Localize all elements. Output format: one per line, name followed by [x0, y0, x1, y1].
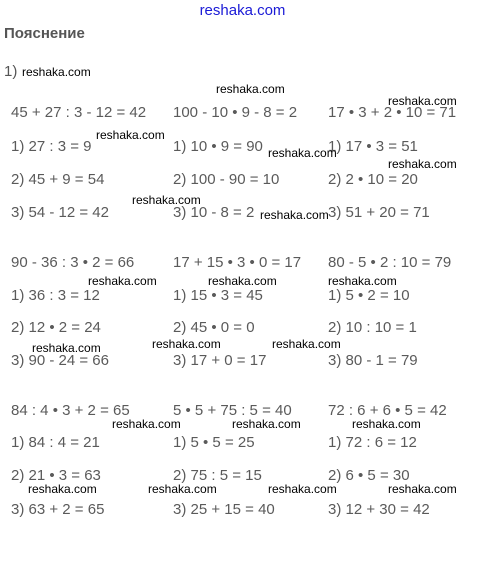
- step: 2) 45 • 0 = 0: [173, 319, 255, 336]
- expression: 17 • 3 + 2 • 10 = 71: [328, 104, 457, 121]
- section-number: 1): [4, 63, 18, 80]
- watermark: reshaka.com: [148, 482, 217, 496]
- step: 2) 12 • 2 = 24: [11, 319, 101, 336]
- site-title: reshaka.com: [199, 2, 286, 19]
- step: 3) 54 - 12 = 42: [11, 204, 109, 221]
- step: 1) 5 • 2 = 10: [328, 287, 410, 304]
- step: 3) 12 + 30 = 42: [328, 501, 430, 518]
- watermark: reshaka.com: [22, 65, 91, 79]
- expression: 100 - 10 • 9 - 8 = 2: [173, 104, 298, 121]
- watermark: reshaka.com: [208, 274, 277, 288]
- step: 2) 75 : 5 = 15: [173, 467, 262, 484]
- watermark: reshaka.com: [268, 146, 337, 160]
- step: 1) 36 : 3 = 12: [11, 287, 100, 304]
- step: 1) 15 • 3 = 45: [173, 287, 263, 304]
- watermark: reshaka.com: [328, 274, 397, 288]
- watermark: reshaka.com: [268, 482, 337, 496]
- step: 3) 51 + 20 = 71: [328, 204, 430, 221]
- expression: 84 : 4 • 3 + 2 = 65: [11, 402, 130, 419]
- watermark: reshaka.com: [132, 193, 201, 207]
- step: 1) 17 • 3 = 51: [328, 138, 418, 155]
- watermark: reshaka.com: [388, 94, 457, 108]
- watermark: reshaka.com: [352, 417, 421, 431]
- watermark: reshaka.com: [28, 482, 97, 496]
- page-heading: Пояснение: [4, 25, 85, 42]
- expression: 45 + 27 : 3 - 12 = 42: [11, 104, 147, 121]
- step: 2) 2 • 10 = 20: [328, 171, 418, 188]
- expression: 17 + 15 • 3 • 0 = 17: [173, 254, 302, 271]
- step: 1) 27 : 3 = 9: [11, 138, 92, 155]
- watermark: reshaka.com: [232, 417, 301, 431]
- watermark: reshaka.com: [152, 337, 221, 351]
- expression: 72 : 6 + 6 • 5 = 42: [328, 402, 447, 419]
- watermark: reshaka.com: [112, 417, 181, 431]
- step: 1) 72 : 6 = 12: [328, 434, 417, 451]
- step: 2) 10 : 10 = 1: [328, 319, 417, 336]
- step: 3) 25 + 15 = 40: [173, 501, 275, 518]
- watermark: reshaka.com: [388, 157, 457, 171]
- expression: 5 • 5 + 75 : 5 = 40: [173, 402, 292, 419]
- watermark: reshaka.com: [88, 274, 157, 288]
- step: 1) 10 • 9 = 90: [173, 138, 263, 155]
- expression: 80 - 5 • 2 : 10 = 79: [328, 254, 452, 271]
- step: 2) 6 • 5 = 30: [328, 467, 410, 484]
- step: 1) 84 : 4 = 21: [11, 434, 100, 451]
- watermark: reshaka.com: [32, 341, 101, 355]
- watermark: reshaka.com: [272, 337, 341, 351]
- step: 1) 5 • 5 = 25: [173, 434, 255, 451]
- watermark: reshaka.com: [388, 482, 457, 496]
- step: 2) 100 - 90 = 10: [173, 171, 280, 188]
- watermark: reshaka.com: [216, 82, 285, 96]
- step: 2) 21 • 3 = 63: [11, 467, 101, 484]
- step: 3) 17 + 0 = 17: [173, 352, 267, 369]
- step: 3) 90 - 24 = 66: [11, 352, 109, 369]
- watermark: reshaka.com: [260, 208, 329, 222]
- expression: 90 - 36 : 3 • 2 = 66: [11, 254, 135, 271]
- step: 2) 45 + 9 = 54: [11, 171, 105, 188]
- step: 3) 63 + 2 = 65: [11, 501, 105, 518]
- watermark: reshaka.com: [96, 128, 165, 142]
- step: 3) 80 - 1 = 79: [328, 352, 418, 369]
- step: 3) 10 - 8 = 2: [173, 204, 255, 221]
